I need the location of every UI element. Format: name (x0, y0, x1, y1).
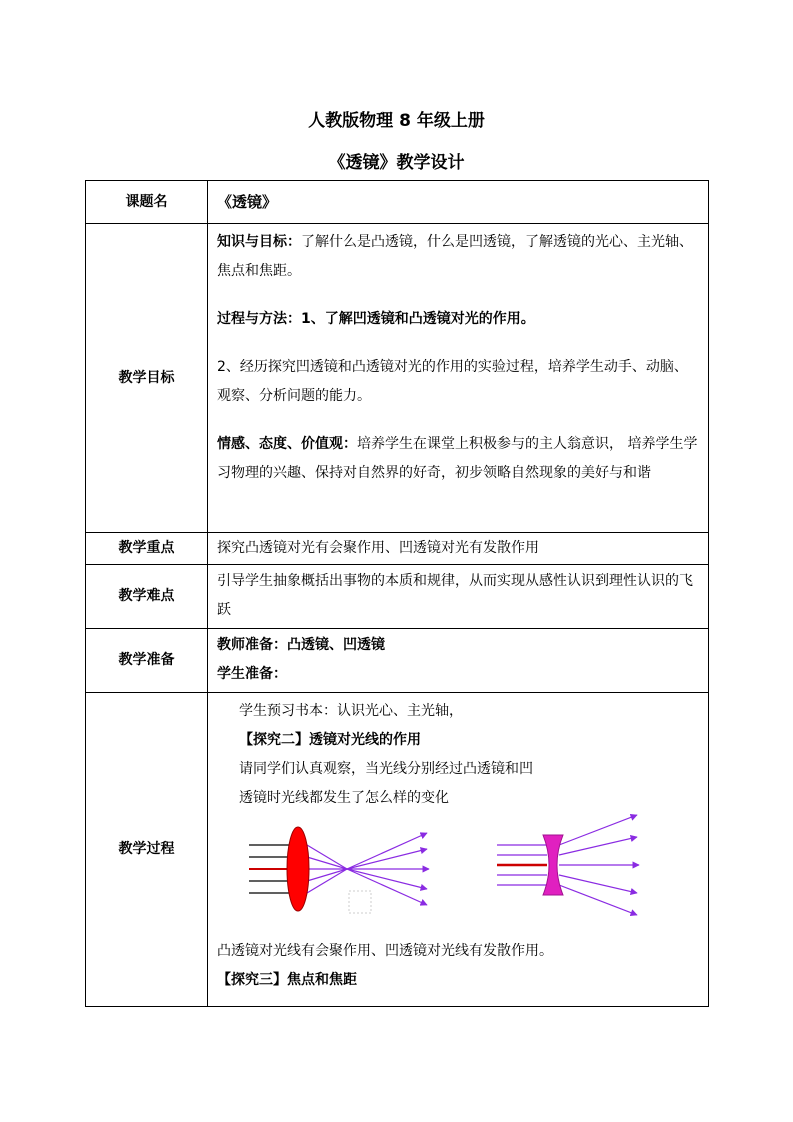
row-topic (86, 181, 709, 224)
prep-teacher: 教师准备：凸透镜、凹透镜 (217, 637, 385, 653)
prep-label: 教学准备 (86, 629, 208, 693)
key-value: 探究凸透镜对光有会聚作用、凹透镜对光有发散作用 (208, 533, 709, 565)
lesson-plan-table (85, 180, 709, 1007)
goals-label: 教学目标 (86, 224, 208, 533)
knowledge-text: 了解什么是凸透镜，什么是凹透镜，了解透镜的光心、主光轴、焦点和焦距。 (217, 234, 693, 279)
prep-content (208, 629, 709, 693)
difficulty-value: 引导学生抽象概括出事物的本质和规律，从而实现从感性认识到理性认识的飞跃 (208, 565, 709, 629)
concave-lens-diagram (487, 809, 657, 927)
process-line2: 请同学们认真观察，当光线分别经过凸透镜和凹 (239, 761, 533, 777)
row-difficulty (86, 565, 709, 629)
knowledge-head: 知识与目标： (217, 234, 301, 250)
row-goals (86, 224, 709, 533)
process-2: 2、经历探究凹透镜和凸透镜对光的作用的实验过程，培养学生动手、动脑、观察、分析问题的能力。 (217, 359, 688, 404)
row-process (86, 693, 709, 1007)
process-label: 教学过程 (86, 693, 208, 1007)
topic-value: 《透镜》 (208, 181, 709, 224)
process-line1: 学生预习书本：认识光心、主光轴， (239, 703, 463, 719)
process-head: 过程与方法： (217, 311, 301, 327)
doc-subtitle: 《透镜》教学设计 (328, 153, 465, 173)
process-line3: 透镜时光线都发生了怎么样的变化 (239, 790, 449, 806)
explore3-heading: 【探究三】焦点和焦距 (217, 972, 357, 988)
emotion-head: 情感、态度、价值观： (217, 436, 357, 452)
goals-content (208, 224, 709, 533)
key-label: 教学重点 (86, 533, 208, 565)
emotion-text: 培养学生在课堂上积极参与的主人翁意识， 培养学生学习物理的兴趣、保持对自然界的好奇，初步领略自然现象的美好与和谐 (217, 436, 698, 481)
explore2-heading: 【探究二】透镜对光线的作用 (239, 732, 421, 748)
convex-lens-diagram (249, 825, 449, 935)
row-prep (86, 629, 709, 693)
process-text: 1、了解凹透镜和凸透镜对光的作用。 (301, 311, 535, 327)
process-content (208, 693, 709, 1007)
process-conclusion: 凸透镜对光线有会聚作用、凹透镜对光线有发散作用。 (217, 943, 553, 959)
lens-diagrams (217, 819, 700, 937)
doc-title: 人教版物理 8 年级上册 (308, 111, 485, 131)
topic-label: 课题名 (86, 181, 208, 224)
prep-student: 学生准备： (217, 666, 287, 682)
difficulty-label: 教学难点 (86, 565, 208, 629)
row-key (86, 533, 709, 565)
